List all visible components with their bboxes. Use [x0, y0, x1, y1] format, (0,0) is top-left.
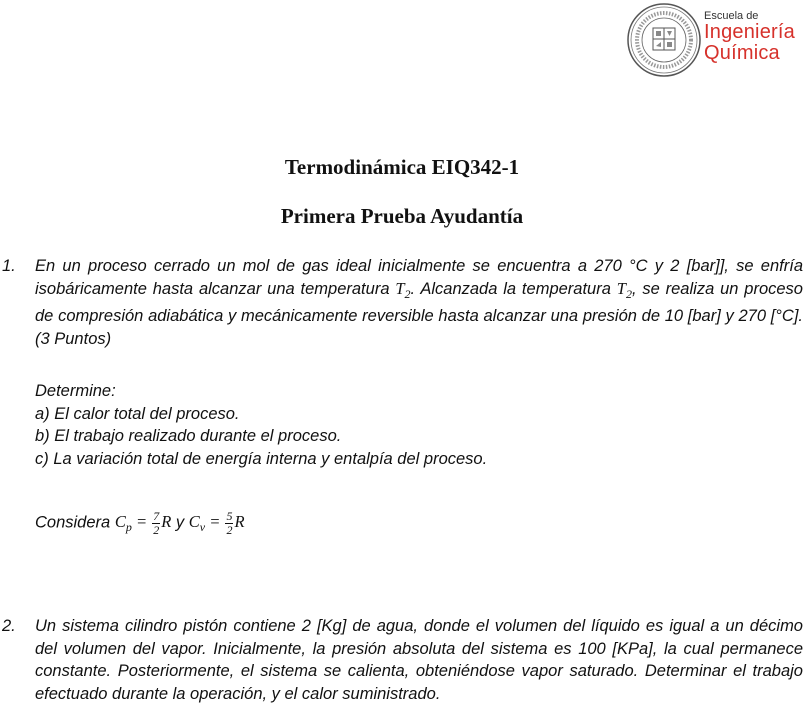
- question-1-number: 1.: [2, 257, 16, 275]
- q1-text-part-3: , se realiza un proceso de compresión adiabática y mecánicamente reversible hasta alcanzar una presión de 10 [bar] y 270 [°C]. (3 Puntos): [35, 279, 803, 348]
- school-logo: [626, 2, 801, 82]
- determine-label: Determine:: [35, 382, 116, 400]
- logo-line-2: Ingeniería: [704, 21, 795, 43]
- consider-label: Considera: [35, 513, 111, 532]
- q1-text-part-1: En un proceso cerrado un mol de gas ideal inicialmente se encuentra a 270 °C y 2 [bar]], se enfría isobáricamente hasta alcanzar una temperatura: [35, 257, 803, 298]
- document-subtitle: Primera Prueba Ayudantía: [280, 204, 524, 228]
- item-a: a) El calor total del proceso.: [35, 404, 240, 423]
- t2-symbol: $T_2$: [395, 278, 411, 301]
- q1-text-part-2: . Alcanzada la temperatura: [410, 279, 617, 298]
- question-1-text: [35, 255, 803, 350]
- logo-line-3: Química: [704, 42, 780, 64]
- cp-fraction: $\frac{7}{2}$: [153, 509, 160, 537]
- university-seal-icon: [626, 2, 702, 78]
- logo-line-1: Escuela de: [704, 10, 759, 22]
- cp-expression: $C_p$ = $\frac{7}{2}$ R: [114, 509, 172, 537]
- heat-capacity-formula: [35, 510, 803, 550]
- question-2-text: Un sistema cilindro pistón contiene 2 [Kg] de agua, donde el volumen del líquido es igual a un décimo del volumen del vapor. Inicialmente, la presión absoluta del sistema es 100 [KPa], la cual permanece constante. Posteriormente, el sistema se calienta, obteniéndose vapor saturado. Determinar el trabajo efectuado durante la operación, y el calor suministrado.: [35, 617, 803, 703]
- item-b: b) El trabajo realizado durante el proceso.: [35, 427, 342, 445]
- school-name: [704, 10, 795, 64]
- question-1-determine: [35, 380, 803, 470]
- connector-word: y: [175, 513, 185, 532]
- item-c: c) La variación total de energía interna y entalpía del proceso.: [35, 449, 488, 468]
- question-2-number: 2.: [2, 617, 16, 635]
- cv-fraction: $\frac{5}{2}$: [226, 509, 233, 537]
- document-title: Termodinámica EIQ342-1: [284, 155, 520, 179]
- cv-expression: $C_v$ = $\frac{5}{2}$ R: [188, 509, 245, 537]
- t2-symbol-2: $T_2$: [616, 278, 632, 301]
